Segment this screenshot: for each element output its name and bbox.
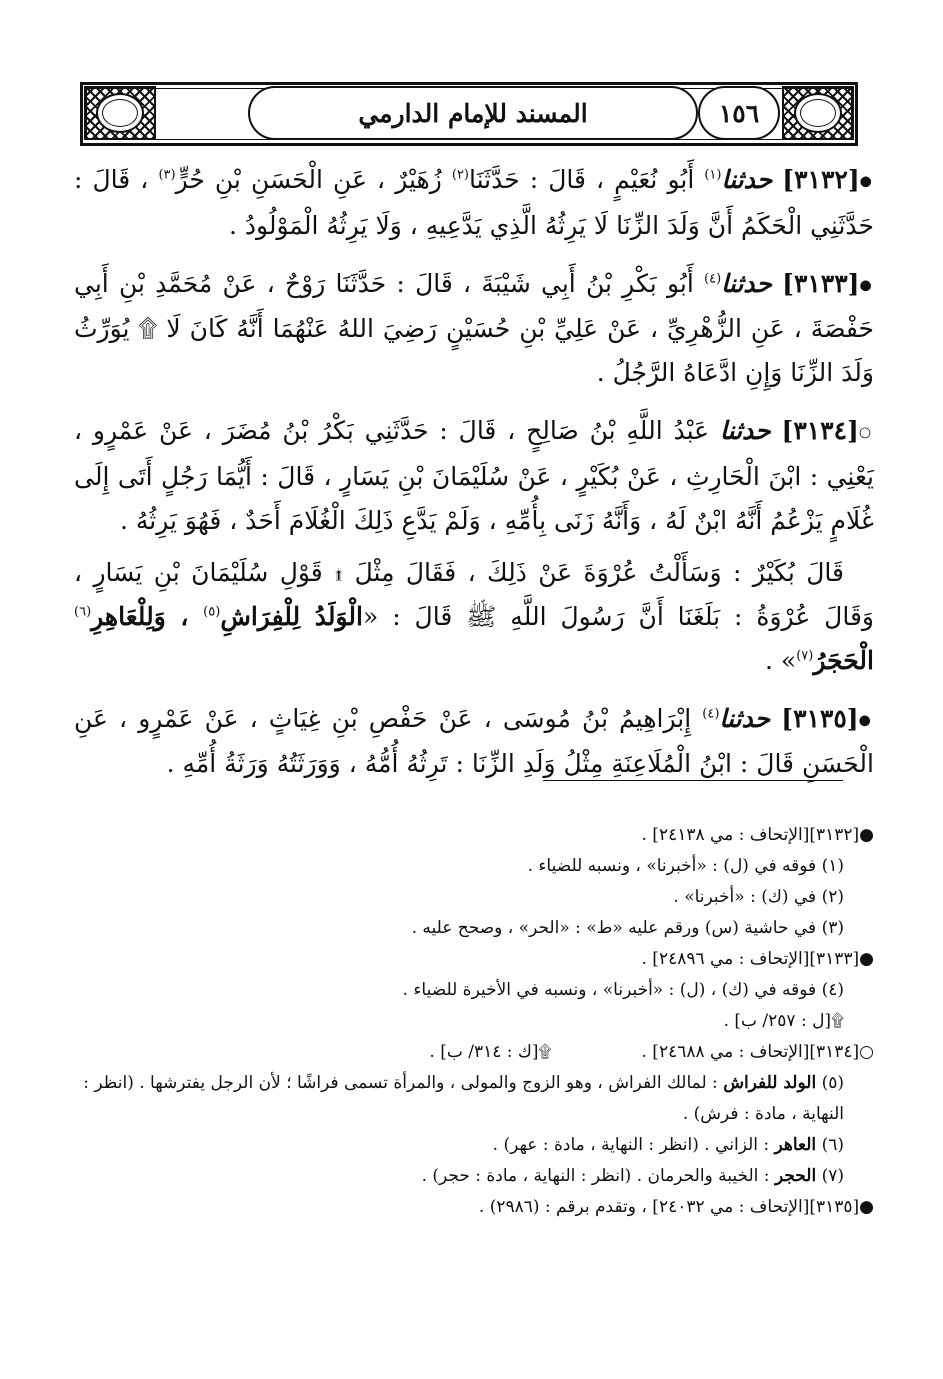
hadith-number: [٣١٣٢] — [782, 165, 860, 194]
hadith-verb: حدثنا — [719, 703, 771, 733]
footnote-ref: (١) — [704, 167, 722, 183]
prophetic-saying: الْحَجَرُ — [813, 645, 874, 675]
footnote-term: الولد للفراش — [723, 1073, 817, 1093]
footnote-2: (٢) في (ك) : «أخبرنا» . — [673, 887, 844, 907]
page-header — [80, 82, 858, 146]
footnote-ref: (٤) — [702, 706, 720, 722]
footnote-ref: (٤) — [704, 271, 722, 287]
hadith-3135 — [74, 697, 874, 787]
footnote-5: (٥) الولد للفراش : لمالك الفراش ، وهو الزوج والمولى ، والمرأة تسمى فراشًا ؛ لأن الرجل يفترشها . (انظر : النهاية ، مادة : فرش) . — [83, 1073, 844, 1124]
manuscript-ref-l: ۩[ل : ٢٥٧/ ب] . — [723, 1011, 844, 1031]
note-3134-row — [74, 1037, 874, 1068]
hadith-verb: حدثنا — [721, 165, 773, 194]
bullet-marker: ● — [859, 173, 875, 190]
hadith-text-part: إِبْرَاهِيمُ بْنُ مُوسَى ، عَنْ حَفْصِ بْنِ غِيَاثٍ ، عَنْ عَمْرٍو ، عَنِ الْحَسَنِ قَالَ : ابْنُ الْمُلَاعِنَةِ مِثْلُ وَلَدِ الزِّنَا : تَرِثُهُ أُمُّهُ ، وَوَرَثَتُهُ وَرَثَةُ أُمِّهِ . — [74, 703, 874, 778]
manuscript-ref-k: ۩[ك : ٣١٤/ ب] . — [429, 1042, 552, 1062]
footnote-term: الحجر — [774, 1166, 817, 1186]
hadith-3134 — [74, 409, 874, 543]
footnote-6: (٦) العاهر : الزاني . (انظر : النهاية ، مادة : عهر) . — [492, 1135, 844, 1155]
hadith-3133 — [74, 262, 874, 396]
hadith-text-part: زُهَيْرٌ ، عَنِ الْحَسَنِ بْنِ حُرٍّ — [175, 165, 452, 194]
hadith-3132 — [74, 158, 874, 248]
prophetic-saying: ، وَلِلْعَاهِرِ — [91, 601, 204, 631]
hadith-number: [٣١٣٥] — [781, 703, 859, 733]
hadith-text-part: ، قَالَ : حَدَّثَنِي الْحَكَمُ أَنَّ وَلَدَ الزِّنَا لَا يَرِثُهُ الَّذِي يَدَّعِيهِ ، وَلَا يَرِثُهُ الْمَوْلُودُ . — [74, 165, 874, 240]
ornament-medallion-icon — [794, 93, 842, 133]
note-3135-ithaf: ●[٣١٣٥][الإتحاف : مي ٢٤٠٣٢] ، وتقدم برقم : (٢٩٨٦) . — [478, 1197, 874, 1217]
hadith-verb: حدثنا — [719, 416, 771, 445]
ornament-medallion-icon — [96, 93, 144, 133]
hadith-number: [٣١٣٤] — [781, 416, 859, 445]
footnote-ref: (٢) — [451, 167, 469, 183]
note-3133-ithaf: ●[٣١٣٣][الإتحاف : مي ٢٤٨٩٦] . — [641, 949, 874, 969]
hadith-verb: حدثنا — [721, 268, 772, 298]
bullet-marker: ● — [859, 277, 874, 293]
note-3132-ithaf: ●[٣١٣٢][الإتحاف : مي ٢٤١٣٨] . — [641, 825, 874, 845]
book-title-plaque — [248, 86, 698, 140]
footnote-7: (٧) الحجر : الخيبة والحرمان . (انظر : النهاية ، مادة : حجر) . — [421, 1166, 844, 1186]
hadith-text — [74, 158, 874, 800]
hadith-text-part: » . — [765, 645, 797, 675]
footnotes — [74, 820, 874, 1223]
hadith-text-part: قَالَ بُكَيْرٌ : وَسَأَلْتُ عُرْوَةَ عَنْ ذَلِكَ ، فَقَالَ مِثْلَ ۩ قَوْلِ سُلَيْمَانَ بْنِ يَسَارٍ ، وَقَالَ عُرْوَةُ : بَلَغَنَا أَنَّ رَسُولَ اللَّهِ ﷺ قَالَ : « — [74, 557, 874, 631]
footnote-term: العاهر — [774, 1135, 817, 1155]
page-number: ١٥٦ — [718, 98, 760, 128]
page-number-plaque — [698, 86, 780, 140]
footnote-ref: (٦) — [74, 604, 92, 620]
hadith-text-part: عَبْدُ اللَّهِ بْنُ صَالِحٍ ، قَالَ : حَدَّثَنِي بَكْرُ بْنُ مُضَرَ ، عَنْ عَمْرٍو ، يَعْنِي : ابْنَ الْحَارِثِ ، عَنْ بُكَيْرٍ ، عَنْ سُلَيْمَانَ بْنِ يَسَارٍ ، قَالَ : أَيُّمَا رَجُلٍ أَتَى إِلَى غُلَامٍ يَزْعُمُ أَنَّهُ ابْنٌ لَهُ ، وَأَنَّهُ زَنَى بِأُمِّهِ ، وَلَمْ يَدَّعِ ذَلِكَ الْغُلَامَ أَحَدٌ ، فَهُوَ يَرِثُهُ . — [74, 416, 874, 535]
footnote-ref: (٧) — [796, 648, 814, 664]
footnote-4: (٤) فوقه في (ك) ، (ل) : «أخبرنا» ، ونسبه في الأخيرة للضياء . — [402, 980, 844, 1000]
bullet-marker: ○ — [858, 424, 874, 441]
book-title: المسند للإمام الدارمي — [358, 98, 588, 128]
footnote-ref: (٥) — [203, 604, 221, 620]
note-3134-ithaf: ○[٣١٣٤][الإتحاف : مي ٢٤٦٨٨] . — [641, 1042, 874, 1062]
header-ornament-right — [782, 86, 854, 140]
footnote-ref: (٣) — [158, 167, 176, 183]
prophetic-saying: الْوَلَدُ لِلْفِرَاشِ — [220, 601, 363, 631]
hadith-3134-continuation — [74, 551, 874, 683]
hadith-number: [٣١٣٣] — [782, 268, 860, 298]
footnote-divider — [543, 780, 843, 781]
bullet-marker: ● — [858, 712, 875, 728]
footnote-3: (٣) في حاشية (س) ورقم عليه «ط» : «الحر» ، وصحح عليه . — [411, 918, 844, 938]
header-ornament-left — [84, 86, 156, 140]
footnote-1: (١) فوقه في (ل) : «أخبرنا» ، ونسبه للضياء . — [527, 856, 844, 876]
hadith-text-part: أَبُو بَكْرِ بْنُ أَبِي شَيْبَةَ ، قَالَ : حَدَّثَنَا رَوْحٌ ، عَنْ مُحَمَّدِ بْنِ أَبِي حَفْصَةَ ، عَنِ الزُّهْرِيِّ ، عَنْ عَلِيِّ بْنِ حُسَيْنٍ رَضِيَ اللهُ عَنْهُمَا أَنَّهُ كَانَ لَا ۩ يُوَرِّثُ وَلَدَ الزِّنَا وَإِنِ ادَّعَاهُ الرَّجُلُ . — [74, 268, 874, 387]
hadith-text-part: أَبُو نُعَيْمٍ ، قَالَ : حَدَّثَنَا — [469, 165, 705, 194]
